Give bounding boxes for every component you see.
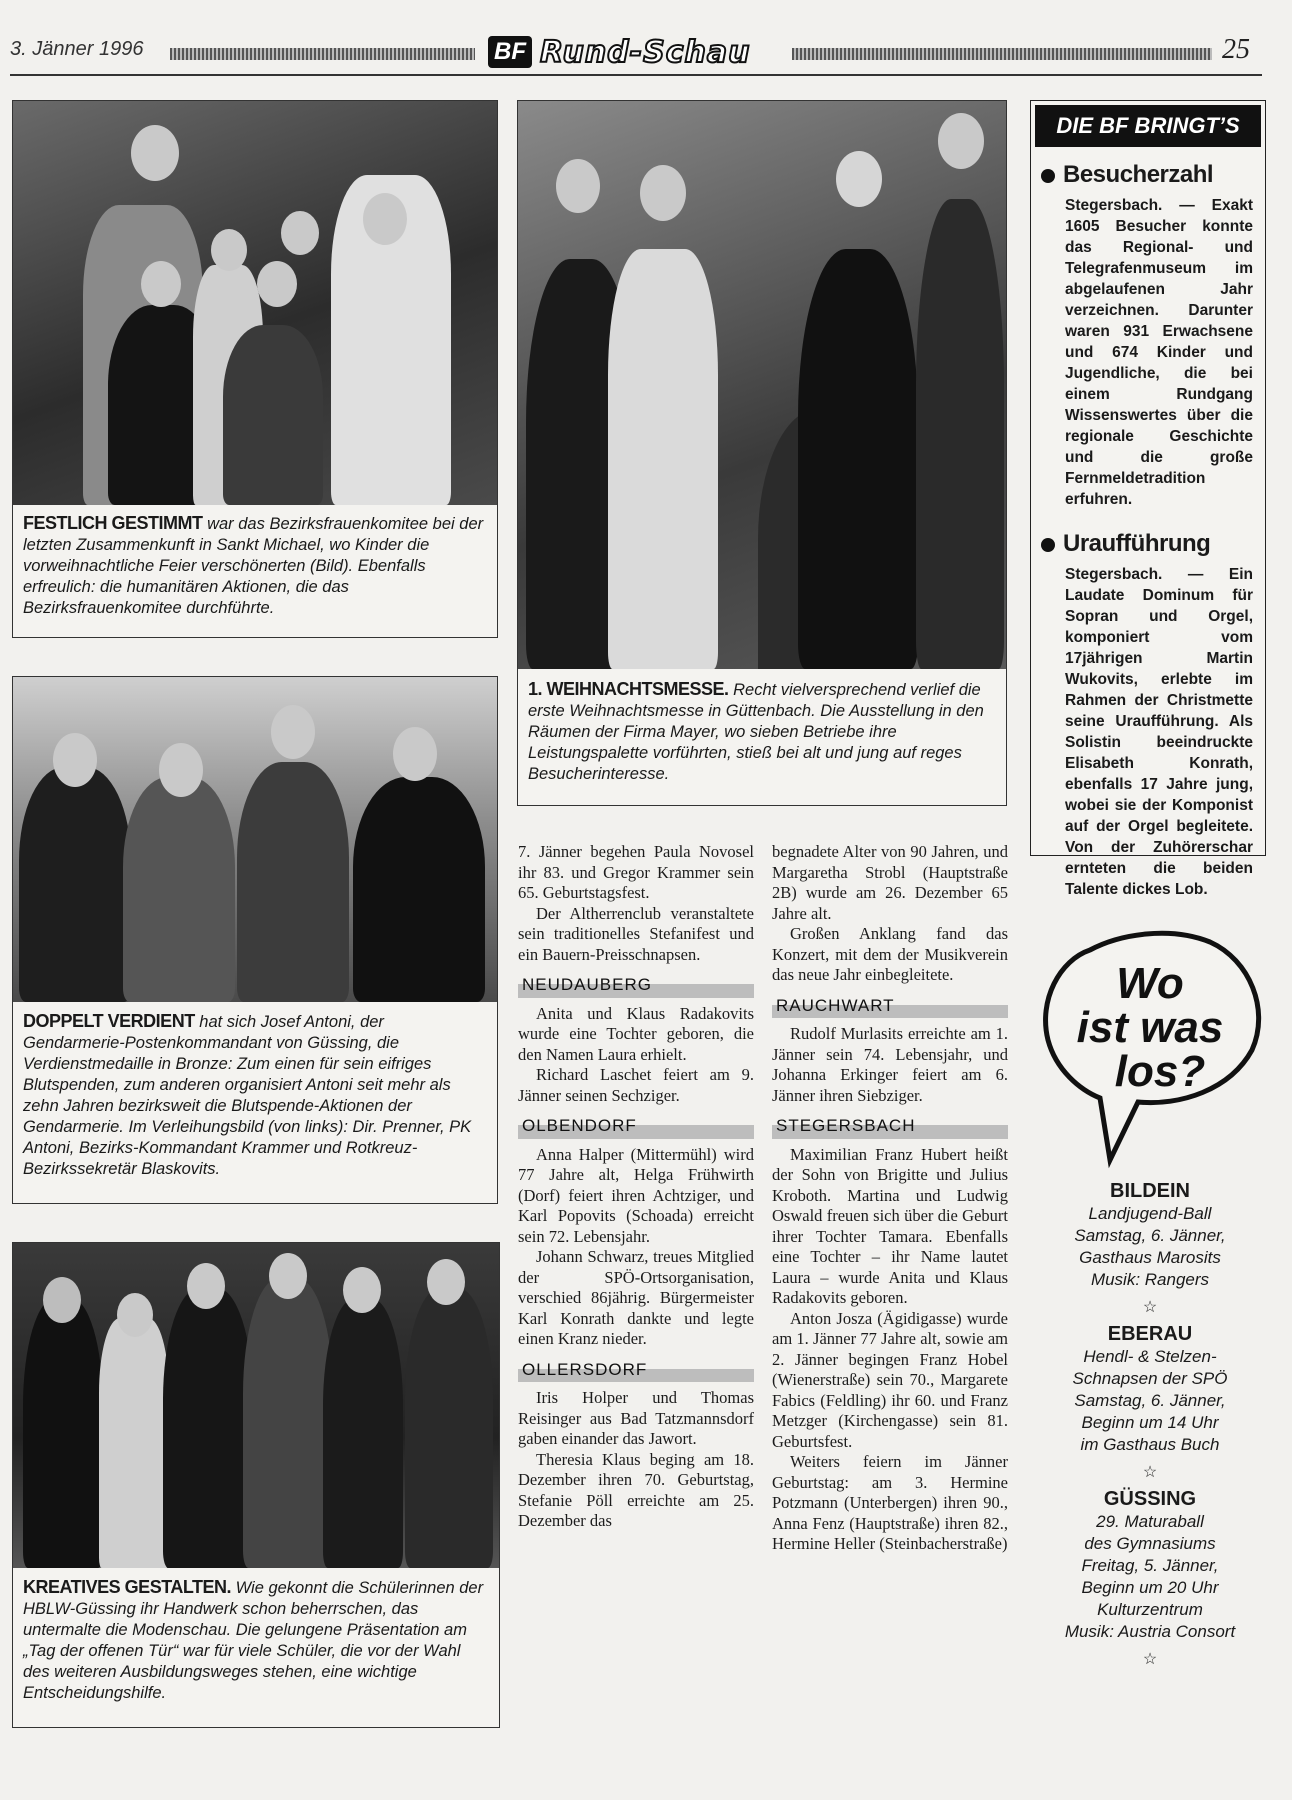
- rundschau-title: Rund-Schau: [540, 34, 751, 70]
- event-line: Gasthaus Marosits: [1079, 1248, 1221, 1267]
- rauchwart-p1: Rudolf Murlasits erreichte am 1. Jänner sein 74. Lebensjahr, und Johanna Erkinger feiert am 6. Jänner ihren Siebziger.: [772, 1024, 1008, 1105]
- item-head-besucherzahl-label: Besucherzahl: [1063, 161, 1214, 188]
- text-column-1: [518, 842, 754, 1532]
- bf-bringts-title: DIE BF BRINGT’S: [1035, 105, 1261, 147]
- caption-kreativ-text: Wie gekonnt die Schülerinnen der HBLW-Güssing ihr Handwerk schon beherrschen, das untermalte die Modenschau. Die gelungene Präsentation am „Tag der offenen Tür“ war für viele Schüler, die vor der Wahl des weiteren Ausbildungsweges stehen, eine wichtige Entscheidungshilfe.: [23, 1579, 484, 1702]
- photo-box-weihnachtsmesse: [517, 100, 1007, 806]
- bubble-line-2: ist was: [1076, 1003, 1224, 1052]
- event-guessing: [1036, 1488, 1264, 1643]
- neudauberg-p2: Richard Laschet feiert am 9. Jänner seinen Sechziger.: [518, 1065, 754, 1105]
- event-line: im Gasthaus Buch: [1080, 1435, 1220, 1454]
- section-stegersbach: STEGERSBACH: [772, 1114, 1008, 1139]
- section-olbendorf: OLBENDORF: [518, 1114, 754, 1139]
- header-rule-left: [170, 48, 475, 60]
- section-neudauberg: NEUDAUBERG: [518, 973, 754, 998]
- caption-festlich: [23, 513, 487, 619]
- bullet-icon: [1041, 169, 1055, 183]
- col2-intro-1: begnadete Alter von 90 Jahren, und Margaretha Strobl (Hauptstraße 2B) wurde am 26. Dezember 65 Jahre alt.: [772, 842, 1008, 923]
- bubble-line-1: Wo: [1116, 959, 1184, 1008]
- event-line: Hendl- & Stelzen-: [1083, 1347, 1217, 1366]
- photo-box-kreativ: [12, 1242, 500, 1728]
- stegersbach-p1: Maximilian Franz Hubert heißt der Sohn von Brigitte und Julius Kroboth. Martina und Ludwig Oswald freuen sich über die Geburt ihrer Tochter Tamara. Ebenfalls eine Tochter – ihr Name lautet Laura – wurde Anita und Klaus Radakovits geboren.: [772, 1144, 1008, 1307]
- event-line: 29. Maturaball: [1096, 1512, 1204, 1531]
- bf-bringts-box: [1030, 100, 1266, 898]
- caption-weihnachtsmesse-headline: 1. WEIHNACHTSMESSE.: [528, 679, 729, 699]
- item-text-besucherzahl: Stegersbach. — Exakt 1605 Besucher konnte das Regional- und Telegrafenmuseum im abgelaufenen Jahr verzeichnen. Darunter waren 931 Erwachsene und 674 Kinder und Jugendliche, die bei einem Rundgang Wissenswertes über die regionale Geschichte und die große Fernmeldetradition erfuhren.: [1065, 197, 1253, 508]
- header-rule-right: [792, 48, 1212, 60]
- bullet-icon: [1041, 538, 1055, 552]
- col1-intro-1: 7. Jänner begehen Paula Novosel ihr 83. und Gregor Krammer sein 65. Geburtstagsfest.: [518, 842, 754, 902]
- caption-doppelt-text: hat sich Josef Antoni, der Gendarmerie-Postenkommandant von Güssing, die Verdienstmedaille in Bronze: Zum einen für sein eifriges Blutspenden, zum anderen organisiert Antoni seit mehr als zehn Jahren bezirksweit die Blutspende-Aktionen der Gendarmerie. Im Verleihungsbild (von links): Dir. Prenner, PK Antoni, Bezirks-Kommandant Krammer und Rotkreuz-Bezirkssekretär Blaskovits.: [23, 1013, 472, 1178]
- item-head-urauffuehrung-label: Uraufführung: [1063, 530, 1211, 557]
- bf-logo: BF: [488, 36, 532, 68]
- event-line: Schnapsen der SPÖ: [1072, 1369, 1228, 1388]
- photo-medal-award: [13, 677, 497, 1002]
- issue-date: 3. Jänner 1996: [10, 38, 144, 60]
- olbendorf-p1: Anna Halper (Mittermühl) wird 77 Jahre alt, Helga Frühwirth (Dorf) feiert ihren Achtziger, und Karl Popovits (Schoada) erreicht sein 72. Lebensjahr.: [518, 1144, 754, 1246]
- section-ollersdorf: OLLERSDORF: [518, 1358, 754, 1383]
- event-place: GÜSSING: [1103, 1488, 1197, 1510]
- event-line: Samstag, 6. Jänner,: [1074, 1391, 1226, 1410]
- photo-children-christmas: [13, 101, 497, 505]
- olbendorf-p2: Johann Schwarz, treues Mitglied der SPÖ-Ortsorganisation, verschied 86jährig. Bürgermeister Karl Konrath dankte und legte einen Kranz nieder.: [518, 1247, 754, 1348]
- item-head-besucherzahl: [1041, 161, 1265, 189]
- bubble-line-3: los?: [1114, 1047, 1206, 1096]
- event-place: EBERAU: [1107, 1323, 1193, 1345]
- caption-festlich-text: war das Bezirksfrauenkomitee bei der letzten Zusammenkunft in Sankt Michael, wo Kinder die vorweihnachtliche Feier verschönerten (Bild). Ebenfalls erfreulich: die humanitären Aktionen, die das Bezirksfrauenkomitee durchführte.: [23, 515, 484, 617]
- ollersdorf-p2: Theresia Klaus beging am 18. Dezember ihren 70. Geburtstag, Stefanie Pöll erreichte am 25. Dezember das: [518, 1449, 754, 1530]
- caption-kreativ-headline: KREATIVES GESTALTEN.: [23, 1577, 232, 1597]
- caption-weihnachtsmesse: [528, 679, 996, 785]
- event-bildein: [1036, 1180, 1264, 1291]
- stegersbach-p2: Anton Josza (Ägidigasse) wurde am 1. Jänner 77 Jahre alt, sowie am 2. Jänner begingen Franz Hobel (Wienerstraße) sein 70., Margarete Fabics (Feldling) ihr 60. und Franz Metzger (Kirchengasse) sein 81. Geburtsfest.: [772, 1308, 1008, 1451]
- caption-kreativ: [23, 1577, 489, 1704]
- star-icon: ☆: [1142, 1299, 1158, 1316]
- section-rauchwart: RAUCHWART: [772, 994, 1008, 1019]
- ollersdorf-p1: Iris Holper und Thomas Reisinger aus Bad Tatzmannsdorf gaben einander das Jawort.: [518, 1388, 754, 1448]
- event-eberau: [1036, 1323, 1264, 1456]
- event-line: Musik: Rangers: [1090, 1270, 1210, 1289]
- col1-intro-2: Der Altherrenclub veranstaltete sein traditionelles Stefanifest und ein Bauern-Preisschnapsen.: [518, 903, 754, 964]
- events-list: [1036, 1170, 1264, 1675]
- caption-weihnachtsmesse-text: Recht vielversprechend verlief die erste Weihnachtsmesse in Güttenbach. Die Ausstellung in den Räumen der Firma Mayer, wo sieben Betriebe ihre Leistungspalette vorführten, stieß bei alt und jung auf reges Besucherinteresse.: [528, 681, 984, 783]
- item-text-urauffuehrung: Stegersbach. — Ein Laudate Dominum für Sopran und Orgel, komponiert vom 17jährigen Martin Wukovits, erlebte im Rahmen der Christmette seine Uraufführung. Als Solistin beeindruckte Elisabeth Konrath, ebenfalls 17 Jahre jung, wobei sie der Komponist auf der Orgel begleitete. Von der Zuhörerschar ernteten die beiden Talente dickes Lob.: [1065, 566, 1253, 898]
- event-line: Beginn um 20 Uhr: [1081, 1578, 1219, 1597]
- neudauberg-p1: Anita und Klaus Radakovits wurde eine Tochter geboren, die den Namen Laura erhielt.: [518, 1003, 754, 1064]
- caption-festlich-headline: FESTLICH GESTIMMT: [23, 513, 203, 533]
- col2-intro-2: Großen Anklang fand das Konzert, mit dem der Musikverein das neue Jahr einbegleitete.: [772, 924, 1008, 984]
- item-head-urauffuehrung: [1041, 530, 1265, 558]
- stegersbach-p3: Weiters feiern im Jänner Geburtstag: am 3. Hermine Potzmann (Unterbergen) ihren 90., Anna Fenz (Hauptstraße) ihren 82., Hermine Heller (Steinbacherstraße): [772, 1452, 1008, 1553]
- header-underline: [10, 74, 1262, 76]
- caption-doppelt-headline: DOPPELT VERDIENT: [23, 1011, 195, 1031]
- event-line: des Gymnasiums: [1084, 1534, 1216, 1553]
- photo-box-festlich: [12, 100, 498, 638]
- event-place: BILDEIN: [1110, 1180, 1190, 1202]
- event-line: Samstag, 6. Jänner,: [1074, 1226, 1226, 1245]
- event-line: Beginn um 14 Uhr: [1081, 1413, 1219, 1432]
- speech-bubble-icon: [1030, 920, 1270, 1170]
- photo-exhibition-group: [518, 101, 1006, 669]
- event-line: Kulturzentrum: [1097, 1600, 1203, 1619]
- text-column-2: [772, 842, 1008, 1555]
- event-line: Landjugend-Ball: [1088, 1204, 1212, 1223]
- star-icon: ☆: [1142, 1651, 1158, 1668]
- star-icon: ☆: [1142, 1464, 1158, 1481]
- event-line: Freitag, 5. Jänner,: [1081, 1556, 1219, 1575]
- photo-box-doppelt: [12, 676, 498, 1204]
- photo-fashion-show: [13, 1243, 499, 1568]
- caption-doppelt: [23, 1011, 487, 1180]
- event-line: Musik: Austria Consort: [1064, 1622, 1236, 1641]
- masthead-logo: [488, 30, 784, 74]
- page-number: 25: [1222, 34, 1250, 65]
